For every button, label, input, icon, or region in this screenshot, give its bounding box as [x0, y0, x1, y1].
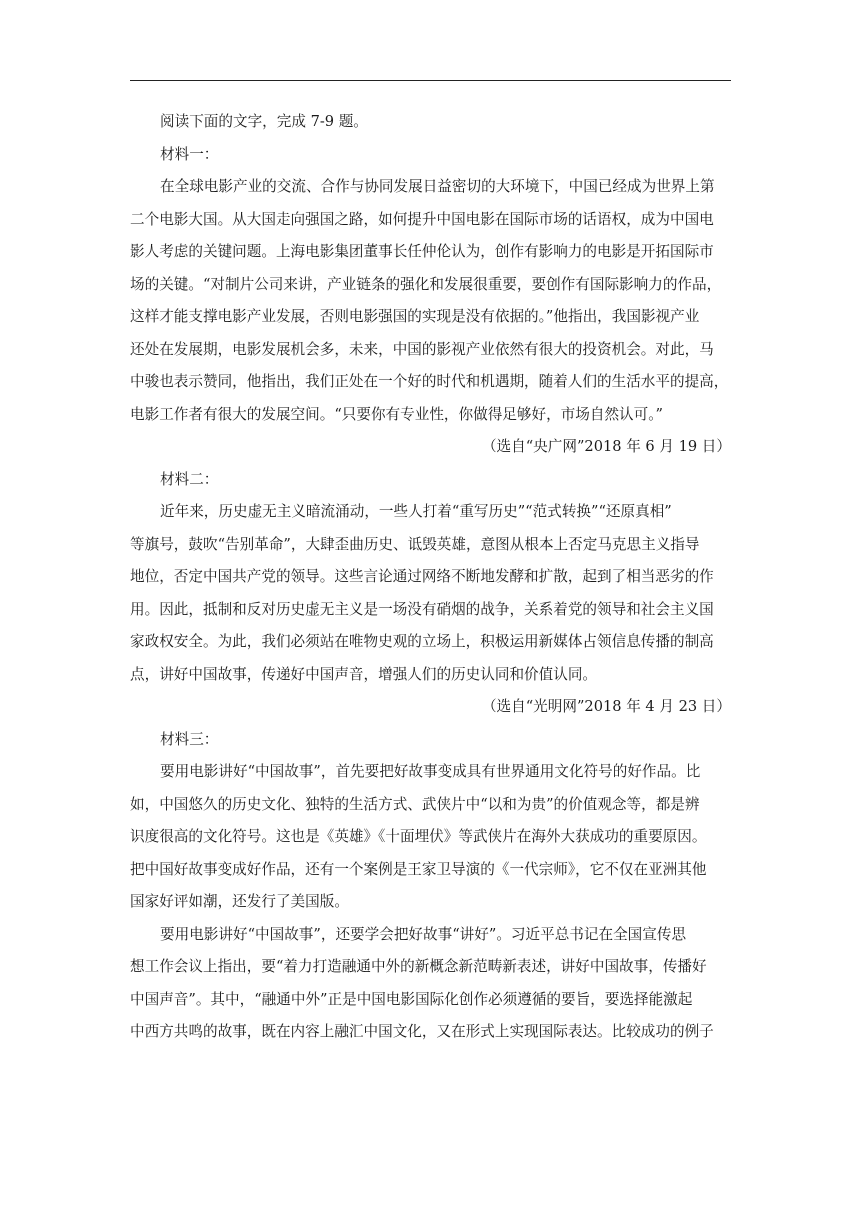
text-line: 电影工作者有很大的发展空间。“只要你有专业性，你做得足够好，市场自然认可。” — [130, 405, 663, 423]
text-line: 想工作会议上指出，要“着力打造融通中外的新概念新范畴新表述，讲好中国故事，传播好 — [130, 958, 707, 975]
text-line: 点，讲好中国故事，传递好中国声音，增强人们的历史认同和价值认同。 — [130, 665, 598, 683]
text-line: 把中国好故事变成好作品，还有一个案例是王家卫导演的《一代宗师》，它不仅在亚洲其他 — [130, 860, 707, 878]
text-line: 还处在发展期，电影发展机会多，未来，中国的影视产业依然有很大的投资机会。对此，马 — [130, 340, 714, 358]
text-line: 中骏也表示赞同，他指出，我们正处在一个好的时代和机遇期，随着人们的生活水平的提高， — [130, 373, 729, 390]
text-line: 要用电影讲好“中国故事”，还要学会把好故事“讲好”。习近平总书记在全国宣传思 — [160, 925, 687, 943]
text-line: 地位，否定中国共产党的领导。这些言论通过网络不断地发酵和扩散，起到了相当恶劣的作 — [130, 568, 714, 585]
text-line: 国家好评如潮，还发行了美国版。 — [130, 893, 349, 910]
text-line: 要用电影讲好“中国故事”，首先要把好故事变成具有世界通用文化符号的好作品。比 — [160, 763, 701, 780]
text-line: 这样才能支撑电影产业发展，否则电影强国的实现是没有依据的。”他指出，我国影视产业 — [130, 308, 700, 325]
text-line: 在全球电影产业的交流、合作与协同发展日益密切的大环境下，中国已经成为世界上第 — [160, 178, 715, 195]
text-line: 阅读下面的文字，完成 7-9 题。 — [160, 113, 368, 130]
source-citation: （选自“央广网”2018 年 6 月 19 日） — [481, 438, 731, 455]
header-rule — [130, 80, 731, 81]
text-line: 家政权安全。为此，我们必须站在唯物史观的立场上，积极运用新媒体占领信息传播的制高 — [130, 633, 714, 650]
text-line: 材料二： — [160, 470, 219, 488]
text-line: 中国声音”。其中，“融通中外”正是中国电影国际化创作必须遵循的要旨，要选择能激起 — [130, 990, 693, 1008]
text-line: 场的关键。“对制片公司来讲，产业链条的强化和发展很重要，要创作有国际影响力的作品， — [130, 275, 722, 293]
text-line: 用。因此，抵制和反对历史虚无主义是一场没有硝烟的战争，关系着党的领导和社会主义国 — [130, 600, 714, 618]
text-line: 中西方共鸣的故事，既在内容上融汇中国文化，又在形式上实现国际表达。比较成功的例子 — [130, 1023, 714, 1040]
text-line: 材料一： — [160, 145, 219, 163]
document-body — [130, 106, 731, 1049]
text-line: 影人考虑的关键问题。上海电影集团董事长任仲伦认为，创作有影响力的电影是开拓国际市 — [130, 243, 714, 260]
text-line: 等旗号，鼓吹“告别革命”，大肆歪曲历史、诋毁英雄，意图从根本上否定马克思主义指导 — [130, 535, 700, 553]
text-line: 材料三： — [160, 730, 219, 748]
source-citation: （选自“光明网”2018 年 4 月 23 日） — [481, 698, 731, 715]
text-line: 近年来，历史虚无主义暗流涌动，一些人打着“重写历史”“范式转换”“还原真相” — [160, 503, 672, 520]
text-line: 二个电影大国。从大国走向强国之路，如何提升中国电影在国际市场的话语权，成为中国电 — [130, 210, 714, 228]
text-line: 如，中国悠久的历史文化、独特的生活方式、武侠片中“以和为贵”的价值观念等，都是辨 — [130, 795, 700, 813]
text-line: 识度很高的文化符号。这也是《英雄》《十面埋伏》等武侠片在海外大获成功的重要原因。 — [130, 828, 707, 845]
